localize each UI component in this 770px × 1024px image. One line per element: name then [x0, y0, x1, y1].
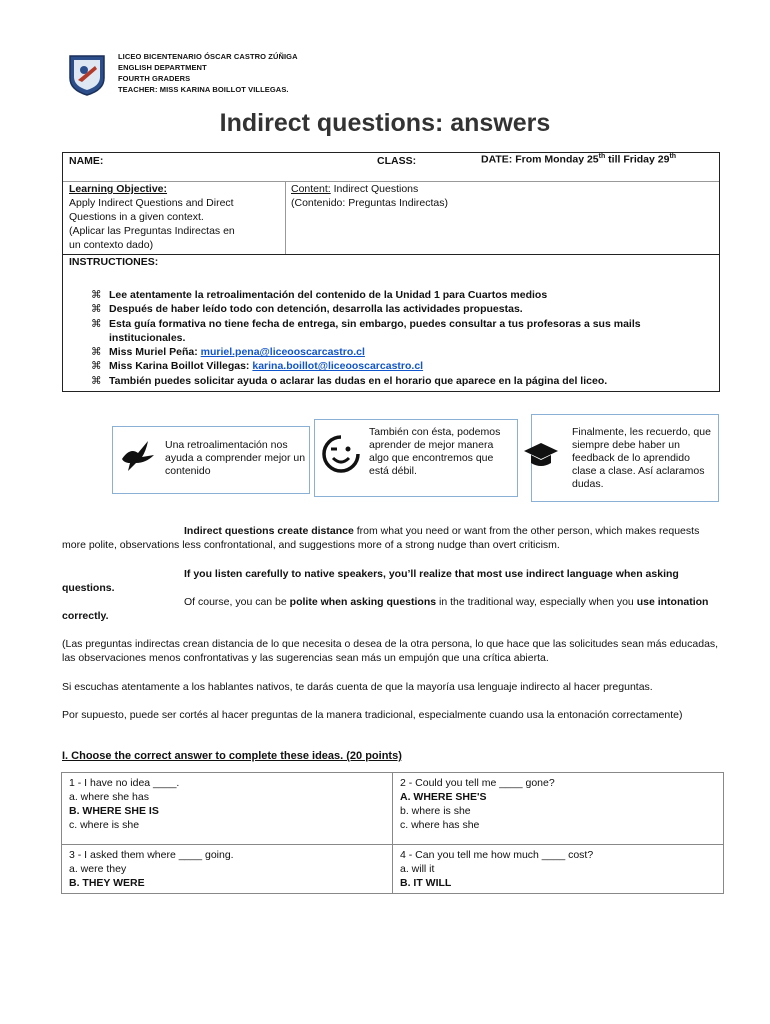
class-label: CLASS:	[377, 155, 417, 167]
answers-table	[61, 772, 724, 894]
question-3: 3 - I asked them where ____ going. a. were they B. THEY WERE	[62, 845, 393, 894]
objective-label: Learning Objective:	[69, 183, 168, 195]
correct-answer: B. THEY WERE	[69, 877, 145, 889]
karina-email-link[interactable]: karina.boillot@liceooscarcastro.cl	[252, 360, 424, 373]
instruction-item: ⌘ Esta guía formativa no tiene fecha de entrega, sin embargo, puedes consultar a tus profesoras a sus mails institucionales.	[91, 317, 641, 344]
bullet-icon: ⌘	[91, 374, 102, 387]
section-1-title: I. Choose the correct answer to complete these ideas. (20 points)	[62, 750, 402, 762]
card-1-text: Una retroalimentación nos ayuda a comprender mejor un contenido	[165, 439, 306, 477]
feedback-card-2	[314, 419, 518, 497]
instruction-item: ⌘ Lee atentamente la retroalimentación del contenido de la Unidad 1 para Cuartos medios	[91, 289, 548, 301]
teacher-name: TEACHER: MISS KARINA BOILLOT VILLEGAS.	[118, 85, 289, 94]
spanish-paragraph-3: Por supuesto, puede ser cortés al hacer preguntas de la manera tradicional, especialmente cuando usa la entonación correctamente)	[62, 709, 683, 721]
objective-row	[63, 182, 719, 255]
learning-objective	[69, 182, 281, 252]
bullet-icon: ⌘	[91, 360, 102, 373]
objective-line: Apply Indirect Questions and Direct	[69, 197, 234, 209]
correct-answer: B. WHERE SHE IS	[69, 805, 159, 817]
instructions-list	[63, 288, 703, 388]
instruction-item: ⌘ Miss Muriel Peña: muriel.pena@liceooscarcastro.cl	[91, 346, 365, 359]
feedback-card-3	[531, 414, 719, 502]
info-table	[62, 152, 720, 392]
instructions-label: INSTRUCTIONES:	[69, 256, 159, 268]
name-label: NAME:	[69, 155, 104, 167]
correct-answer: B. IT WILL	[400, 877, 452, 889]
instruction-item: ⌘ También puedes solicitar ayuda o aclarar las dudas en el horario que aparece en la página del liceo.	[91, 374, 608, 387]
instructions-section	[63, 255, 719, 391]
content-value: Indirect Questions	[330, 183, 419, 195]
card-3-text: Finalmente, les recuerdo, que siempre debe haber un feedback de lo aprendido clase a clase. Así aclaramos dudas.	[572, 426, 711, 490]
grade-level: FOURTH GRADERS	[118, 74, 191, 83]
school-name: LICEO BICENTENARIO ÓSCAR CASTRO ZÚÑIGA	[118, 52, 298, 61]
department-name: ENGLISH DEPARTMENT	[118, 63, 207, 72]
objective-line: Questions in a given context.	[69, 211, 204, 223]
paragraph-3: Of course, you can be polite when asking questions in the traditional way, especially when you use intonation correctly.	[62, 596, 709, 622]
bullet-icon: ⌘	[91, 289, 102, 301]
muriel-email-link[interactable]: muriel.pena@liceooscarcastro.cl	[200, 346, 365, 359]
spanish-paragraph-2: Si escuchas atentamente a los hablantes nativos, te darás cuenta de que la mayoría usa lenguaje indirecto al hacer preguntas.	[62, 681, 653, 693]
page-title: Indirect questions: answers	[219, 109, 551, 137]
card-2-text: También con ésta, podemos aprender de mejor manera algo que encontremos que está débil.	[369, 426, 501, 477]
content-label: Content:	[291, 183, 331, 195]
paragraph-2: If you listen carefully to native speakers, you’ll realize that most use indirect language when asking questions.	[62, 568, 679, 594]
date-label: DATE: From Monday 25th till Friday 29th	[481, 153, 677, 166]
bullet-icon: ⌘	[91, 317, 102, 330]
objective-line: un contexto dado)	[69, 239, 154, 251]
instruction-item: ⌘ Después de haber leído todo con detención, desarrolla las actividades propuestas.	[91, 303, 523, 316]
bird-icon	[118, 435, 158, 475]
objective-line: (Aplicar las Preguntas Indirectas en	[69, 225, 235, 237]
feedback-card-1	[112, 426, 310, 494]
info-header-row	[63, 153, 719, 182]
instruction-item: ⌘ Miss Karina Boillot Villegas: karina.boillot@liceooscarcastro.cl	[91, 360, 424, 373]
spanish-paragraph-1: (Las preguntas indirectas crean distancia de lo que necesita o desea de la otra persona, lo que hace que las solicitudes sean más educadas, las observaciones menos confrontativas y las sugerencias sean más un empujón que una crítica abierta.	[62, 638, 719, 664]
question-4: 4 - Can you tell me how much ____ cost? a. will it B. IT WILL	[393, 845, 724, 894]
school-crest-logo	[68, 54, 106, 96]
content-cell	[291, 182, 448, 210]
correct-answer: A. WHERE SHE'S	[400, 791, 487, 803]
wink-face-icon	[321, 434, 361, 474]
bullet-icon: ⌘	[91, 346, 102, 359]
question-1: 1 - I have no idea ____. a. where she has B. WHERE SHE IS c. where is she	[62, 773, 393, 845]
graduation-cap-icon	[522, 439, 560, 471]
paragraph-1: Indirect questions create distance from what you need or want from the other person, which makes requests more polite, observations less confrontational, and suggestions more of a strong nudge than overt criticism.	[62, 525, 700, 551]
bullet-icon: ⌘	[91, 303, 102, 316]
content-spanish: (Contenido: Preguntas Indirectas)	[291, 197, 449, 209]
question-2: 2 - Could you tell me ____ gone? A. WHERE SHE'S b. where is she c. where has she	[393, 773, 724, 845]
